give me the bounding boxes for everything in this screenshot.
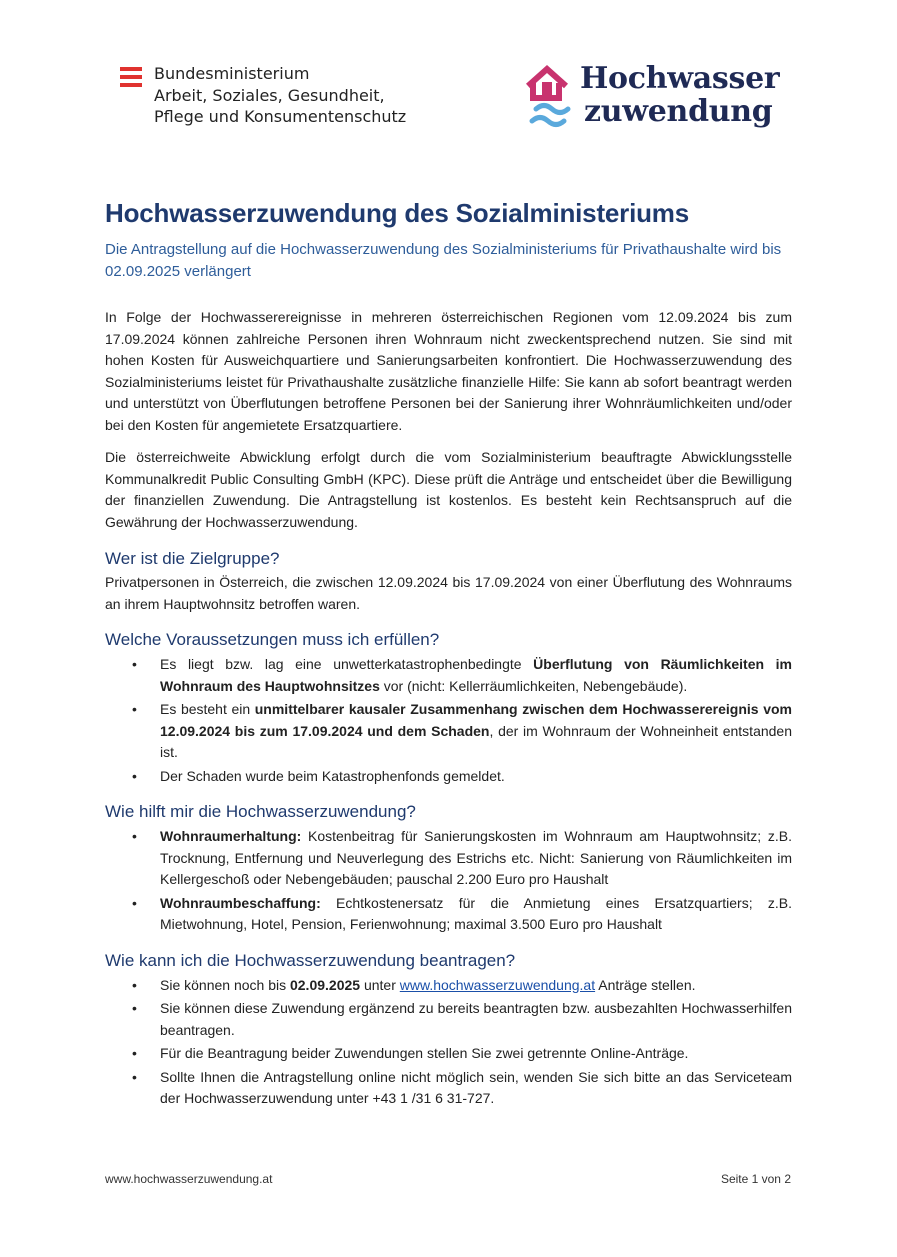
voraussetzungen-list: [105, 654, 792, 787]
item-bold: Wohnraumerhaltung:: [160, 828, 302, 844]
page-subtitle: Die Antragstellung auf die Hochwasserzuwendung des Sozialministeriums für Privathaushalte wird bis 02.09.2025 verlängert: [105, 241, 782, 280]
intro-paragraph-2: Die österreichweite Abwicklung erfolgt durch die vom Sozialministerium beauftragte Abwicklungsstelle Kommunalkredit Public Consulting GmbH (KPC). Diese prüft die Anträge und entscheidet über die Bewilligung der finanziellen Zuwendung. Die Antragstellung ist kostenlos. Es besteht kein Rechtsanspruch auf die Gewährung der Hochwasserzuwendung.: [105, 449, 792, 530]
list-item: • Sie können diese Zuwendung ergänzend zu bereits beantragten bzw. ausbezahlten Hochwasserhilfen beantragen.: [105, 998, 792, 1041]
website-link[interactable]: www.hochwasserzuwendung.at: [399, 976, 596, 993]
list-item: [105, 826, 792, 891]
item-text: vor (nicht: Kellerräumlichkeiten, Nebengebäude).: [379, 677, 688, 694]
heading-zielgruppe: Wer ist die Zielgruppe?: [105, 549, 280, 568]
ministry-line-3: Pflege und Konsumentenschutz: [154, 107, 407, 126]
item-text: Der Schaden wurde beim Katastrophenfonds gemeldet.: [160, 767, 505, 784]
item-text: Kostenbeitrag für Sanierungskosten im Wohnraum am Hauptwohnsitz; z.B. Trocknung, Entfernung und Neuverlegung des Estrichs etc. Nicht: Sanierung von Räumlichkeiten im Kellergeschoß oder Nebengebäuden; pauschal 2.200 Euro pro Haushalt: [160, 828, 792, 887]
logo-word-1: Hochwasser: [580, 61, 780, 96]
item-text: Anträge stellen.: [595, 976, 696, 993]
ministry-line-1: Bundesministerium: [154, 64, 310, 83]
list-item: • Für die Beantragung beider Zuwendungen stellen Sie zwei getrennte Online-Anträge.: [105, 1043, 792, 1065]
list-item: [105, 893, 792, 936]
list-item: • Sollte Ihnen die Antragstellung online nicht möglich sein, wenden Sie sich bitte an das Serviceteam der Hochwasserzuwendung unter +43 1 /31 6 31-727.: [105, 1067, 792, 1110]
footer-page-number: Seite 1 von 2: [720, 1172, 791, 1186]
item-text: Es besteht ein: [160, 701, 255, 717]
ministry-line-2: Arbeit, Soziales, Gesundheit,: [154, 85, 385, 105]
item-bold: Überflutung von Räumlichkeiten im Wohnraum des Hauptwohnsitzes: [160, 656, 792, 694]
item-bold: unmittelbarer kausaler Zusammenhang zwischen dem Hochwasserereignis vom 12.09.2024 bis zum 17.09.2024 und dem Schaden: [160, 701, 792, 739]
list-item: [105, 975, 792, 997]
ministry-name: [154, 63, 474, 128]
house-wave-icon: [522, 64, 576, 136]
footer-url: www.hochwasserzuwendung.at: [105, 1172, 273, 1186]
item-text: Sie können noch bis: [160, 976, 290, 993]
list-item: [105, 654, 792, 697]
intro-paragraph-1: In Folge der Hochwasserereignisse in mehreren österreichischen Regionen vom 12.09.2024 bis zum 17.09.2024 können zahlreiche Personen ihren Wohnraum nicht zweckentsprechend nutzen. Sie sind mit hohen Kosten für Ausweichquartiere und Sanierungsarbeiten konfrontiert. Die Hochwasserzuwendung des Sozialministeriums leistet für Privathaushalte zusätzliche finanzielle Hilfe: Sie kann ab sofort beantragt werden und unterstützt von Überflutungen betroffene Personen bei der Sanierung ihrer Wohnräumlichkeiten und/oder bei den Kosten für angemietete Ersatzquartiere.: [105, 309, 792, 433]
item-text: , der im Wohnraum der Wohneinheit entstanden ist.: [160, 722, 793, 760]
beantragen-list: [105, 975, 792, 1110]
hochwasserzuwendung-logo: [522, 62, 797, 138]
logo-wordmark: [580, 62, 779, 128]
item-text: Echtkostenersatz für die Anmietung eines Ersatzquartiers; z.B. Mietwohnung, Hotel, Pension, Ferienwohnung; maximal 3.500 Euro pro Haushalt: [160, 894, 792, 932]
page-title: Hochwasserzuwendung des Sozialministeriums: [105, 198, 689, 228]
list-item: [105, 766, 792, 788]
item-bold: Wohnraumbeschaffung:: [160, 894, 321, 911]
heading-voraussetzungen: Welche Voraussetzungen muss ich erfüllen?: [105, 630, 440, 649]
item-text: unter: [360, 976, 400, 993]
logo-word-2: zuwendung: [584, 94, 773, 129]
item-text: Es liegt bzw. lag eine unwetterkatastrophenbedingte: [160, 656, 534, 672]
heading-beantragen: Wie kann ich die Hochwasserzuwendung beantragen?: [105, 950, 516, 970]
item-bold: 02.09.2025: [289, 976, 361, 993]
austria-flag-icon: [120, 67, 142, 87]
hilfe-list: [105, 826, 792, 936]
zielgruppe-text: Privatpersonen in Österreich, die zwischen 12.09.2024 bis 17.09.2024 von einer Überflutung des Wohnraums an ihrem Hauptwohnsitz betroffen waren.: [105, 574, 792, 612]
heading-hilfe: Wie hilft mir die Hochwasserzuwendung?: [105, 802, 416, 821]
list-item: [105, 699, 792, 764]
main-content: [105, 196, 792, 1112]
